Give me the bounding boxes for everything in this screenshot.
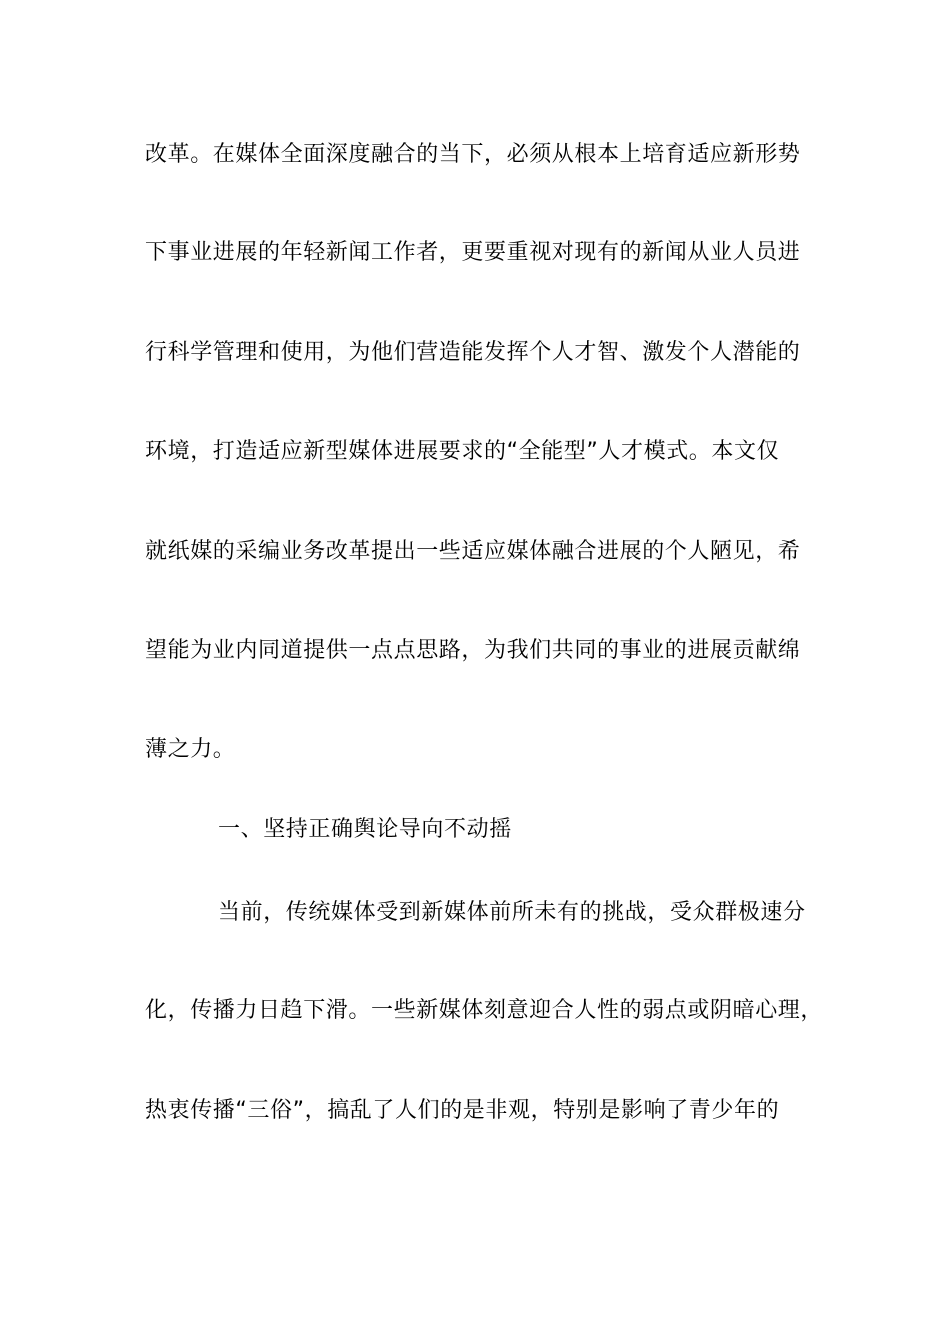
section-heading: 一、坚持正确舆论导向不动摇 xyxy=(218,817,512,842)
paragraph-line: 环境，打造适应新型媒体进展要求的“全能型”人才模式。本文仅 xyxy=(145,439,780,464)
paragraph-line: 下事业进展的年轻新闻工作者，更要重视对现有的新闻从业人员进 xyxy=(145,240,801,265)
paragraph-line: 望能为业内同道提供一点点思路，为我们共同的事业的进展贡献绵 xyxy=(145,638,801,663)
paragraph-line: 热衷传播“三俗”，搞乱了人们的是非观，特别是影响了青少年的 xyxy=(145,1098,780,1123)
paragraph-line: 化，传播力日趋下滑。一些新媒体刻意迎合人性的弱点或阴暗心理， xyxy=(145,998,824,1023)
paragraph-line: 就纸媒的采编业务改革提出一些适应媒体融合进展的个人陋见，希 xyxy=(145,539,801,564)
paragraph-line: 当前，传统媒体受到新媒体前所未有的挑战，受众群极速分 xyxy=(218,900,806,925)
paragraph-line: 行科学管理和使用，为他们营造能发挥个人才智、激发个人潜能的 xyxy=(145,340,801,365)
paragraph-line: 薄之力。 xyxy=(145,737,236,762)
paragraph-line: 改革。在媒体全面深度融合的当下，必须从根本上培育适应新形势 xyxy=(145,142,801,167)
